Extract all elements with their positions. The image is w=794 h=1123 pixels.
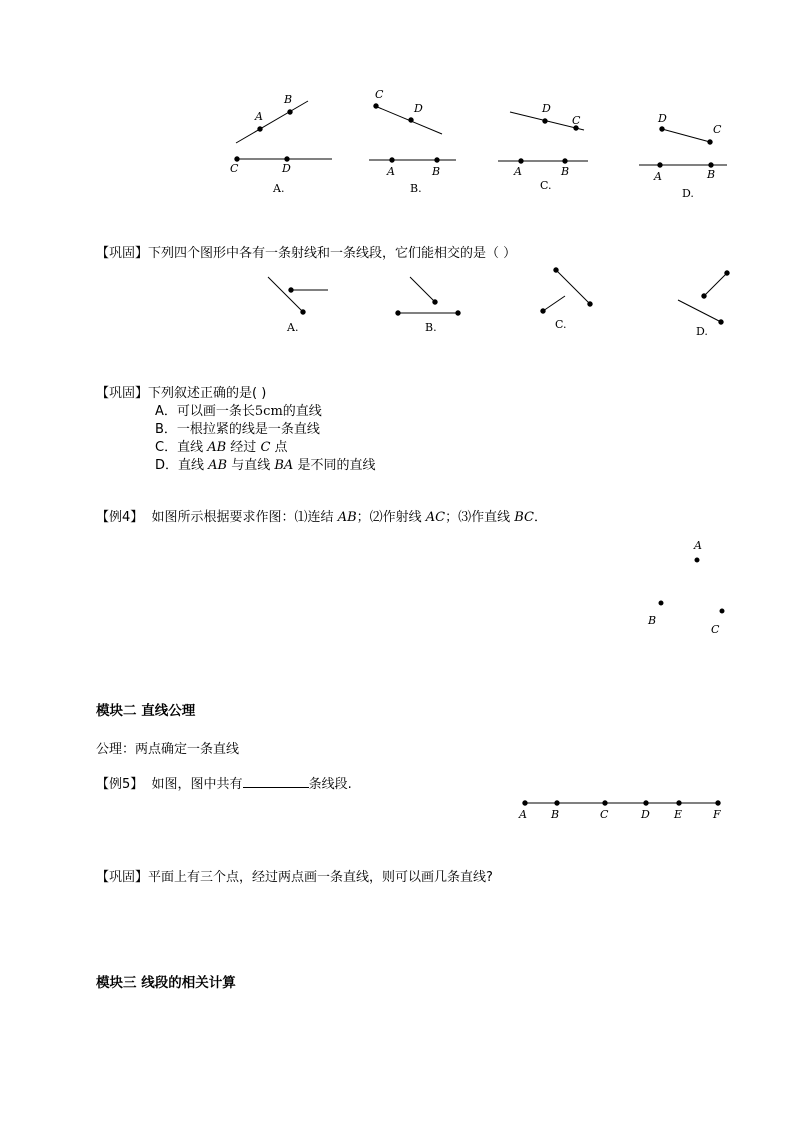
ex5-label-a: A [519, 808, 527, 821]
fig2-d-segment [704, 273, 727, 296]
option-c-suffix: 点 [270, 440, 288, 455]
option-c-mid: 经过 [226, 440, 261, 455]
fig2-d-point-bottom [702, 294, 706, 298]
ex5-label-f: F [713, 808, 721, 821]
ex4-point-a [695, 558, 699, 562]
fig1-b-option: B. [410, 182, 422, 195]
option-d-line-1: AB [208, 458, 228, 473]
fig1-b-label-d: D [414, 102, 423, 115]
fig1-c-label-d: D [542, 102, 551, 115]
example-4-tag: 【例4】 [96, 510, 144, 525]
q-ray-segment [96, 245, 516, 263]
fig1-c-option: C. [540, 179, 552, 192]
fig1-d-segment [662, 129, 710, 142]
example-4-bc: BC [514, 510, 535, 525]
answer-blank[interactable] [243, 775, 309, 788]
fig2-option-b: B. [425, 321, 437, 334]
fig1-c-label-c: C [572, 114, 581, 127]
fig1-b-point-d [409, 118, 413, 122]
fig1-d-point-c [708, 140, 712, 144]
ex5-point-d [644, 801, 648, 805]
module-2-title: 模块二 直线公理 [96, 703, 196, 719]
q-statements-option-b [155, 421, 320, 439]
fig2-option-a: A. [287, 321, 299, 334]
example-5-tag: 【例5】 [96, 777, 144, 792]
fig2-c-ray [543, 296, 565, 311]
option-c-point: C [260, 440, 271, 455]
option-a-value: 5cm [254, 404, 283, 419]
ex4-point-c [720, 609, 724, 613]
module-2-axiom: 公理：两点确定一条直线 [96, 742, 240, 757]
fig1-a-label-d: D [282, 162, 291, 175]
fig1-d-point-a [658, 163, 662, 167]
fig2-d-ray-endpoint [719, 320, 723, 324]
q-statements-text: 下列叙述正确的是( ) [148, 386, 267, 401]
fig1-a-point-c [235, 157, 239, 161]
fig2-b-point-left [396, 311, 400, 315]
q-statements-tag: 【巩固】 [96, 386, 149, 401]
example-4-ac: AC [425, 510, 446, 525]
option-d-prefix: D．直线 [155, 458, 209, 473]
ex5-point-a [523, 801, 527, 805]
q-statements [96, 385, 266, 403]
fig1-a-label-a: A [255, 110, 263, 123]
fig1-c-point-d [543, 119, 547, 123]
ex5-point-c [603, 801, 607, 805]
fig2-a-ray-endpoint [301, 310, 305, 314]
q-ray-segment-text: 下列四个图形中各有一条射线和一条线段，它们能相交的是（ ） [148, 246, 517, 261]
example-4 [96, 509, 547, 527]
q-statements-option-d [155, 457, 375, 475]
q-ray-segment-tag: 【巩固】 [96, 246, 149, 261]
module-3-title-bold: 相关计算 [181, 975, 236, 991]
example-4-text-end: ． [534, 510, 548, 525]
fig2-option-c: C. [555, 318, 567, 331]
q-three-points-tag: 【巩固】 [96, 870, 149, 885]
module-3-title [96, 974, 236, 992]
example-4-text-mid2: ；⑶作直线 [445, 510, 515, 525]
ex5-point-e [677, 801, 681, 805]
fig2-b-ray [410, 277, 435, 302]
q-statements-option-a [155, 403, 322, 421]
fig1-b-label-b: B [432, 165, 441, 178]
fig2-a-ray [268, 277, 303, 312]
example-5 [96, 775, 352, 794]
example-5-text-post: 条线段. [308, 777, 352, 792]
fig1-d-point-d [660, 127, 664, 131]
fig1-d-option: D. [682, 187, 694, 200]
option-a-suffix: 的直线 [282, 404, 322, 419]
fig2-c-point-bottom [588, 302, 592, 306]
fig1-a-point-a [258, 127, 262, 131]
option-d-suffix: 是不同的直线 [293, 458, 376, 473]
ex5-label-c: C [600, 808, 609, 821]
option-d-line-2: BA [274, 458, 294, 473]
fig2-c-point-top [554, 268, 558, 272]
ex5-point-f [716, 801, 720, 805]
fig1-b-point-b [435, 158, 439, 162]
fig1-d-label-a: A [654, 170, 662, 183]
ex4-label-c: C [711, 623, 720, 636]
example-5-text-pre: 如图，图中共有 [151, 777, 243, 792]
ex5-label-e: E [674, 808, 683, 821]
fig1-b-label-c: C [375, 88, 384, 101]
option-d-mid: 与直线 [227, 458, 275, 473]
fig2-b-point-right [456, 311, 460, 315]
fig1-c-point-a [519, 159, 523, 163]
fig2-d-ray [678, 300, 721, 322]
module-3-title-plain: 模块三 线段的 [96, 975, 182, 991]
example-4-text-pre: 如图所示根据要求作图：⑴连结 [151, 510, 338, 525]
ex4-label-a: A [694, 539, 702, 552]
fig1-a-label-b: B [284, 93, 293, 106]
fig1-b-label-a: A [387, 165, 395, 178]
fig1-d-point-b [709, 163, 713, 167]
example-4-text-mid1: ；⑵作射线 [356, 510, 426, 525]
fig1-a-point-d [285, 157, 289, 161]
fig1-b-point-a [390, 158, 394, 162]
fig1-a-option: A. [273, 182, 285, 195]
option-c-prefix: C．直线 [155, 440, 208, 455]
fig1-c-label-a: A [514, 165, 522, 178]
q-three-points-text: 平面上有三个点，经过两点画一条直线，则可以画几条直线? [148, 870, 493, 885]
fig1-a-label-c: C [230, 162, 239, 175]
ex4-label-b: B [648, 614, 657, 627]
fig1-a-line-upper [236, 101, 308, 143]
fig1-c-label-b: B [561, 165, 570, 178]
fig2-c-ray-endpoint [541, 309, 545, 313]
fig1-d-label-c: C [713, 123, 722, 136]
fig2-a-segment-endpoint [289, 288, 293, 292]
fig2-option-d: D. [696, 325, 708, 338]
fig2-b-ray-endpoint [433, 300, 437, 304]
fig1-a-point-b [288, 110, 292, 114]
fig1-d-label-d: D [658, 112, 667, 125]
q-three-points [96, 869, 493, 887]
fig1-c-point-b [563, 159, 567, 163]
fig1-d-label-b: B [707, 168, 716, 181]
ex5-point-b [555, 801, 559, 805]
fig2-d-point-top [725, 271, 729, 275]
ex4-point-b [659, 601, 663, 605]
option-a-prefix: A．可以画一条长 [155, 404, 255, 419]
option-b-text: B．一根拉紧的线是一条直线 [155, 422, 320, 437]
ex5-label-b: B [551, 808, 560, 821]
example-4-ab: AB [337, 510, 357, 525]
q-statements-option-c [155, 439, 288, 457]
fig1-b-point-c [374, 104, 378, 108]
ex5-label-d: D [641, 808, 650, 821]
option-c-line: AB [207, 440, 227, 455]
